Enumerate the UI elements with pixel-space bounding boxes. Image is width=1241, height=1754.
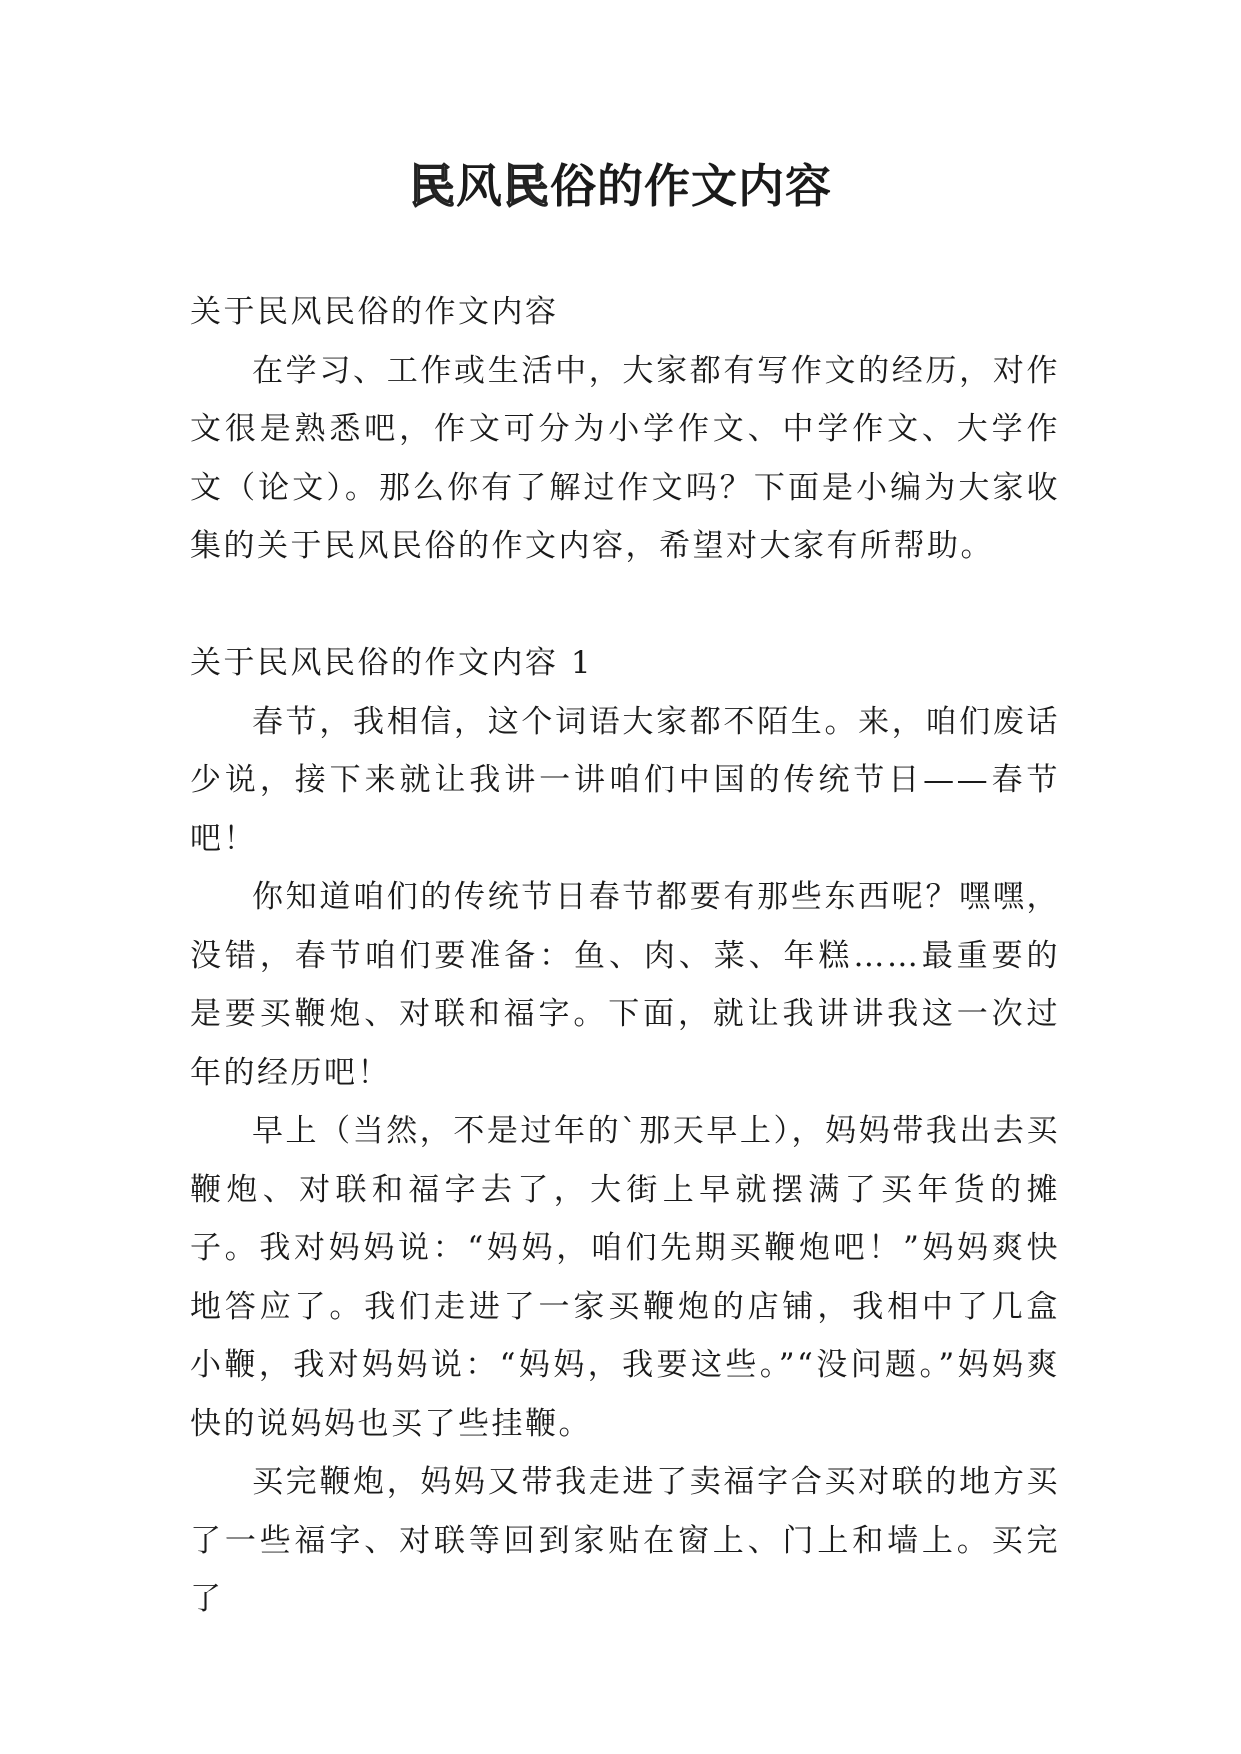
title-rest: 俗的作文内容 [550, 159, 832, 213]
essay-paragraph: 早上（当然，不是过年的`那天早上），妈妈带我出去买鞭炮、对联和福字去了，大街上早就摆满了买年货的摊子。我对妈妈说：“妈妈，咱们先期买鞭炮吧！”妈妈爽快地答应了。我们走进了一家买鞭炮的店铺，我相中了几盒小鞭，我对妈妈说：“妈妈，我要这些。”“没问题。”妈妈爽快的说妈妈也买了些挂鞭。 [190, 1113, 1060, 1442]
document-title [0, 150, 1241, 216]
intro-paragraph: 在学习、工作或生活中，大家都有写作文的经历，对作文很是熟悉吧，作文可分为小学作文、中学作文、大学作文（论文）。那么你有了解过作文吗？下面是小编为大家收集的关于民风民俗的作文内容，希望对大家有所帮助。 [190, 352, 1060, 564]
essay-paragraph: 春节，我相信，这个词语大家都不陌生。来，咱们废话少说，接下来就让我讲一讲咱们中国的传统节日——春节吧！ [190, 703, 1060, 857]
document-body [190, 283, 1060, 1629]
essay-heading: 关于民风民俗的作文内容 1 [190, 645, 594, 681]
intro-heading: 关于民风民俗的作文内容 [190, 294, 559, 330]
section-spacer [190, 576, 1060, 635]
essay-paragraph: 你知道咱们的传统节日春节都要有那些东西呢？嘿嘿，没错，春节咱们要准备：鱼、肉、菜、年糕……最重要的是要买鞭炮、对联和福字。下面，就让我讲讲我这一次过年的经历吧！ [190, 879, 1060, 1091]
title-char-outlined: 民 [409, 159, 456, 213]
essay-paragraph: 买完鞭炮，妈妈又带我走进了卖福字合买对联的地方买了一些福字、对联等回到家贴在窗上、门上和墙上。买完了 [190, 1464, 1060, 1617]
title-char: 风 [456, 159, 503, 213]
title-char-outlined: 民 [503, 159, 550, 213]
